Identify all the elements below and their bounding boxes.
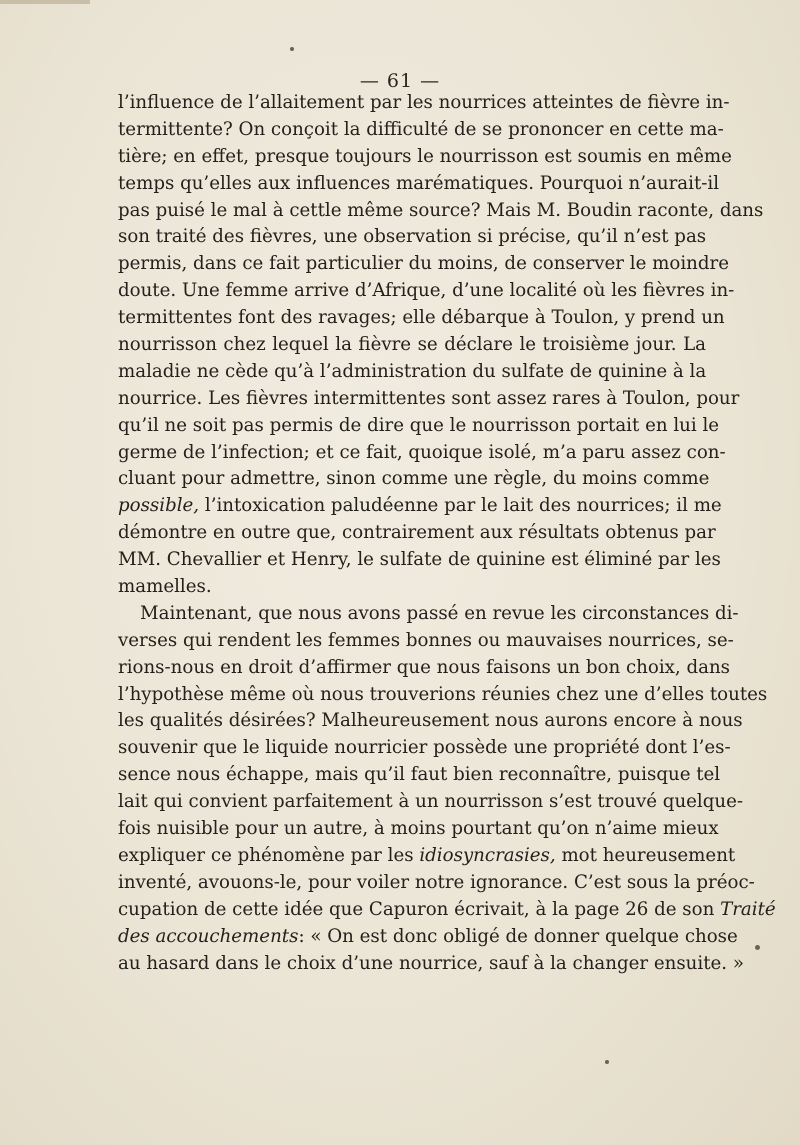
text-line: termittente? On conçoit la difficulté de se prononcer en cette ma-: [118, 118, 724, 140]
text-line: [118, 924, 738, 951]
text-line: les qualités désirées? Malheureusement nous aurons encore à nous: [118, 710, 743, 732]
text-line: démontre en outre que, contrairement aux résultats obtenus par: [118, 522, 716, 544]
ink-speck: [605, 1060, 609, 1064]
text-line: verses qui rendent les femmes bonnes ou mauvaises nourrices, se-: [118, 629, 734, 651]
paragraph-start-line: Maintenant, que nous avons passé en revue les circonstances di-: [140, 602, 739, 624]
text-line: MM. Chevallier et Henry, le sulfate de quinine est éliminé par les: [118, 549, 721, 571]
line-rest: mot heureusement: [555, 844, 736, 866]
italic-word: des accouchements: [118, 925, 299, 947]
text-line: [118, 843, 736, 870]
text-line: [118, 897, 776, 924]
italic-word: idiosyncrasies,: [419, 844, 556, 866]
text-line: qu’il ne soit pas permis de dire que le nourrisson portait en lui le: [118, 414, 720, 436]
line-start: cupation de cette idée que Capuron écrivait, à la page 26 de son: [118, 898, 721, 920]
page-edge-mark: [0, 0, 90, 4]
text-line: [118, 493, 722, 520]
text-line: au hasard dans le choix d’une nourrice, sauf à la changer ensuite. »: [118, 952, 744, 974]
text-line: souvenir que le liquide nourricier possède une propriété dont l’es-: [118, 737, 731, 759]
line-rest: l’intoxication paludéenne par le lait des nourrices; il me: [199, 495, 722, 517]
page-number: — 61 —: [359, 70, 441, 92]
text-line: l’hypothèse même où nous trouverions réunies chez une d’elles toutes: [118, 683, 768, 705]
text-line: cluant pour admettre, sinon comme une règle, du moins comme: [118, 468, 710, 490]
text-line: inventé, avouons-le, pour voiler notre ignorance. C’est sous la préoc-: [118, 871, 755, 893]
text-line: doute. Une femme arrive d’Afrique, d’une localité où les fièvres in-: [118, 280, 735, 302]
text-line: mamelles.: [118, 576, 212, 598]
text-line: tière; en effet, presque toujours le nourrisson est soumis en même: [118, 145, 732, 167]
text-line: nourrisson chez lequel la fièvre se déclare le troisième jour. La: [118, 334, 706, 356]
line-start: expliquer ce phénomène par les: [118, 844, 420, 866]
text-line: rions-nous en droit d’affirmer que nous faisons un bon choix, dans: [118, 656, 730, 678]
body-text: [118, 90, 776, 977]
text-line: maladie ne cède qu’à l’administration du sulfate de quinine à la: [118, 360, 707, 382]
text-line: termittentes font des ravages; elle débarque à Toulon, y prend un: [118, 307, 725, 329]
text-line: pas puisé le mal à cettle même source? Mais M. Boudin raconte, dans: [118, 199, 764, 221]
text-line: nourrice. Les fièvres intermittentes sont assez rares à Toulon, pour: [118, 387, 740, 409]
italic-word: Traité: [720, 898, 776, 920]
text-line: l’influence de l’allaitement par les nourrices atteintes de fièvre in-: [118, 92, 730, 113]
text-line: germe de l’infection; et ce fait, quoique isolé, m’a paru assez con-: [118, 441, 726, 463]
text-line: fois nuisible pour un autre, à moins pourtant qu’on n’aime mieux: [118, 818, 719, 840]
text-line: lait qui convient parfaitement à un nourrisson s’est trouvé quelque-: [118, 791, 743, 813]
text-line: permis, dans ce fait particulier du moins, de conserver le moindre: [118, 253, 729, 275]
text-line: sence nous échappe, mais qu’il faut bien reconnaître, puisque tel: [118, 764, 721, 786]
ink-speck: [755, 945, 760, 950]
italic-word: possible,: [118, 495, 200, 517]
ink-speck: [290, 47, 294, 51]
line-rest: : « On est donc obligé de donner quelque chose: [298, 925, 738, 947]
text-line: temps qu’elles aux influences marématiques. Pourquoi n’aurait-il: [118, 172, 720, 194]
text-line: son traité des fièvres, une observation si précise, qu’il n’est pas: [118, 226, 707, 248]
